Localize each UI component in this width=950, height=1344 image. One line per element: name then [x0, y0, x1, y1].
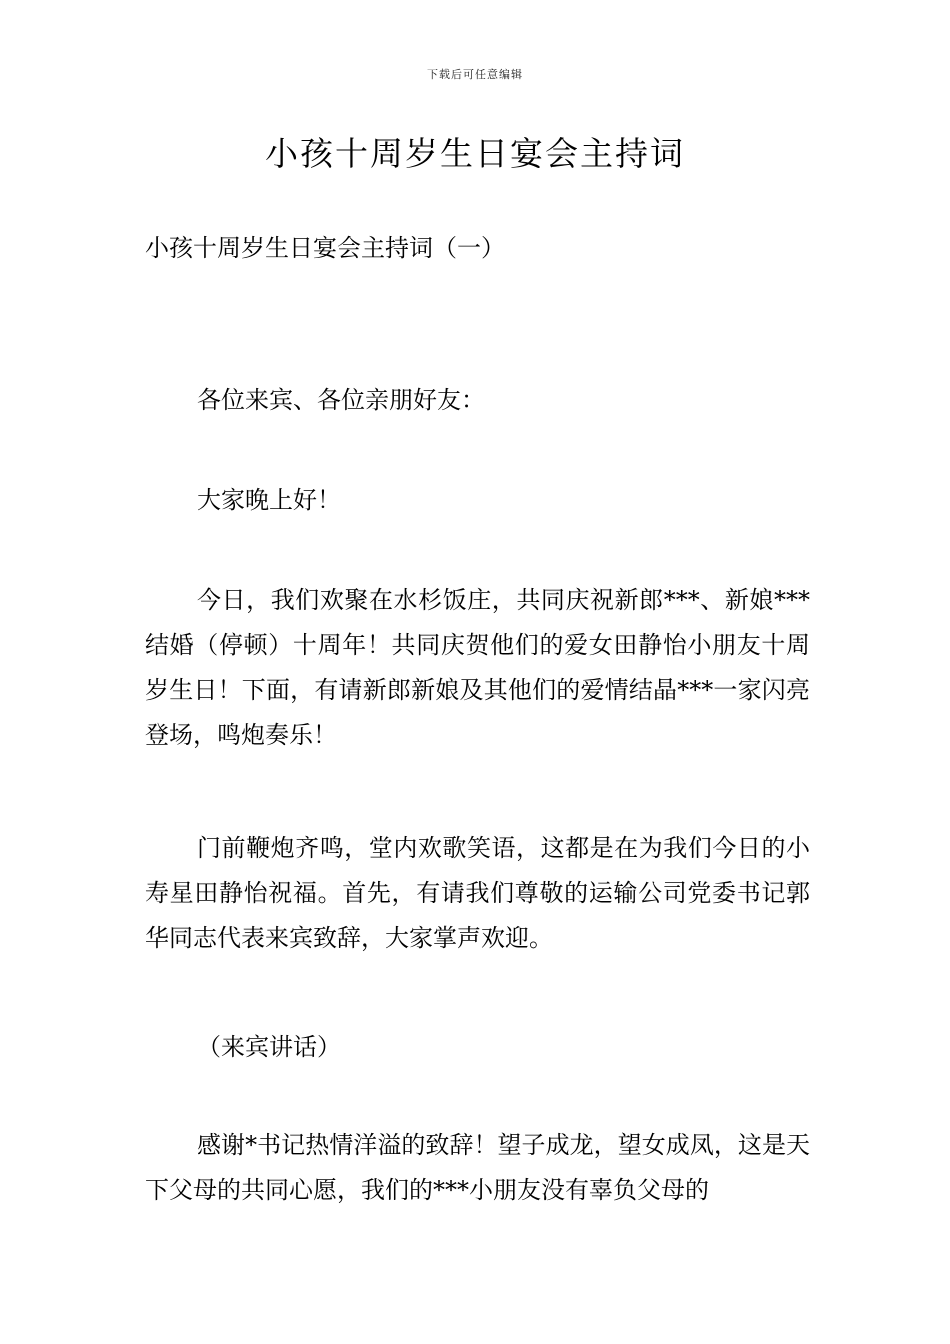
paragraph-thanks: 感谢*书记热情洋溢的致辞！望子成龙，望女成凤，这是天下父母的共同心愿，我们的***小朋友没有辜负父母的 [145, 1131, 810, 1204]
document-title: 小孩十周岁生日宴会主持词 [265, 134, 685, 173]
paragraph-guest-speech: （来宾讲话） [197, 1033, 341, 1061]
paragraph-good-evening: 大家晚上好！ [197, 486, 341, 514]
paragraph-blessing: 门前鞭炮齐鸣，堂内欢歌笑语，这都是在为我们今日的小寿星田静怡祝福。首先，有请我们尊敬的运输公司党委书记郭华同志代表来宾致辞，大家掌声欢迎。 [145, 834, 810, 952]
paragraph-celebration: 今日，我们欢聚在水杉饭庄，共同庆祝新郎***、新娘***结婚（停顿）十周年！共同庆贺他们的爱女田静怡小朋友十周岁生日！下面，有请新郎新娘及其他们的爱情结晶***一家闪亮登场，鸣炮奏乐！ [145, 586, 810, 749]
section-title: 小孩十周岁生日宴会主持词（一） [145, 234, 505, 262]
paragraph-greeting: 各位来宾、各位亲朋好友： [197, 386, 485, 414]
header-note: 下载后可任意编辑 [427, 68, 523, 81]
